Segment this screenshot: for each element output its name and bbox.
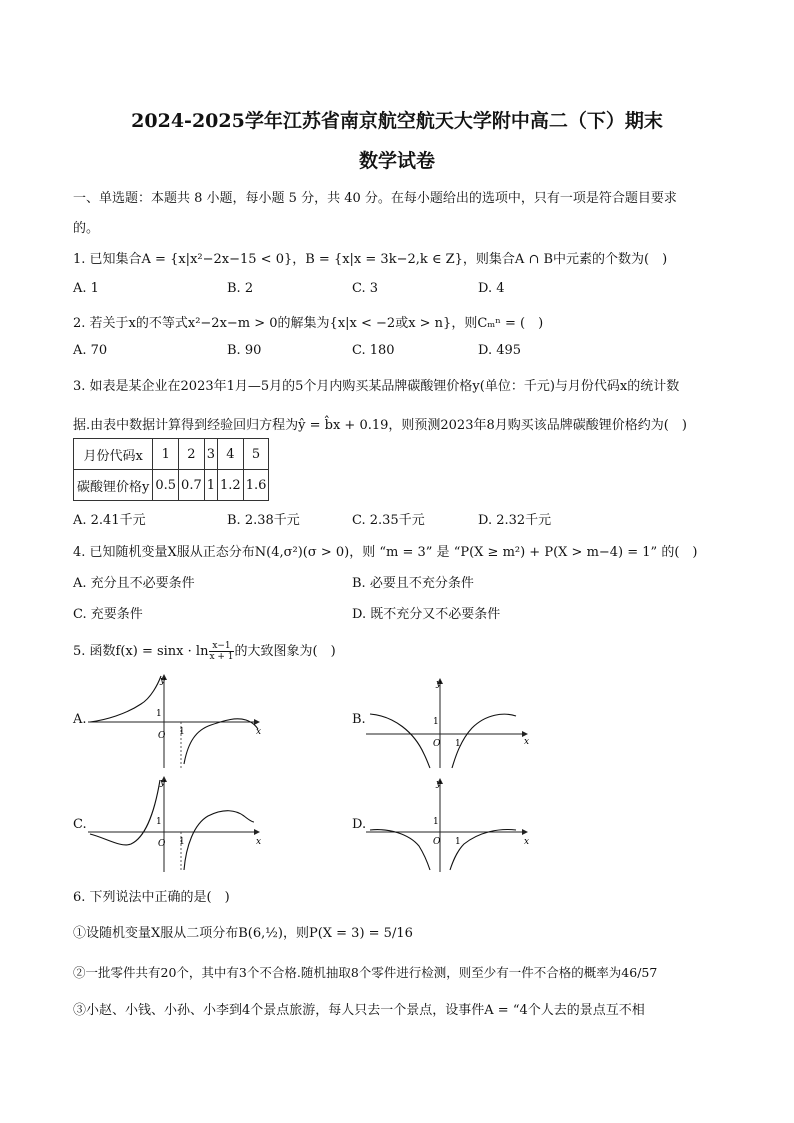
table-header-cell: 月份代码x [74,439,153,470]
table-cell: 1.6 [243,470,269,501]
q5-fraction [209,641,233,662]
axis-x-label: x [524,837,530,847]
axis-one-label: 1 [156,817,162,827]
q4-option-d: D. 既不充分又不必要条件 [352,607,501,622]
q3-option-d: D. 2.32千元 [478,513,552,528]
axis-y-label: y [436,679,442,689]
table-row [74,470,269,501]
q1-option-b: B. 2 [227,281,254,296]
q3-data-table [73,438,269,501]
table-cell: 0.7 [179,470,205,501]
axis-origin-label: O [158,839,166,849]
axis-y-label: y [160,778,166,788]
q2-option-c: C. 180 [352,343,395,358]
table-cell: 5 [243,439,269,470]
q6-statement-3: ③小赵、小钱、小孙、小李到4个景点旅游，每人只去一个景点，设事件A = “4个人去的景点互不相 [73,1003,645,1018]
q2-option-b: B. 90 [227,343,262,358]
q1-option-d: D. 4 [478,281,505,296]
table-cell: 1 [204,470,217,501]
q5-option-d-label: D. [352,817,367,832]
question-3-stem-line2: 据.由表中数据计算得到经验回归方程为ŷ = b̂x + 0.19，则预测2023年8月购买该品牌碳酸锂价格约为( ) [73,418,687,433]
q5-frac-num: x−1 [209,641,233,652]
q2-option-d: D. 495 [478,343,522,358]
section-heading-line2: 的。 [73,221,100,236]
q4-option-b: B. 必要且不充分条件 [352,576,474,591]
table-cell: 0.5 [153,470,179,501]
q3-option-b: B. 2.38千元 [227,513,300,528]
q1-option-c: C. 3 [352,281,379,296]
axis-x-label: x [256,727,262,737]
q5-stem-suffix: 的大致图象为( ) [234,644,336,659]
q5-frac-den: x + 1 [209,652,234,662]
q5-option-a-label: A. [73,712,87,727]
table-row [74,439,269,470]
table-cell: 1 [153,439,179,470]
table-cell: 3 [204,439,217,470]
exam-title-line2: 数学试卷 [358,150,435,172]
q5-graph-b [364,672,544,770]
q3-option-a: A. 2.41千元 [73,513,146,528]
q4-option-a: A. 充分且不必要条件 [73,576,195,591]
axis-one-label: 1 [455,739,461,749]
axis-x-label: x [256,837,262,847]
axis-one-label: 1 [433,817,439,827]
q5-graph-d [364,776,544,874]
q5-option-b-label: B. [352,712,366,727]
q2-option-a: A. 70 [73,343,108,358]
question-1-stem: 1. 已知集合A = {x|x²−2x−15 < 0}，B = {x|x = 3k−2,k ∈ Z}，则集合A ∩ B中元素的个数为( ) [73,252,668,267]
question-5-stem [73,640,336,662]
table-cell: 2 [179,439,205,470]
q5-option-c-label: C. [73,817,87,832]
axis-one-label: 1 [455,837,461,847]
question-6-stem: 6. 下列说法中正确的是( ) [73,890,230,905]
table-cell: 1.2 [218,470,244,501]
q5-graph-c [86,776,266,874]
table-cell: 4 [218,439,244,470]
axis-one-label: 1 [179,727,185,737]
q5-graph-a [86,672,266,770]
axis-y-label: y [436,779,442,789]
table-header-cell: 碳酸锂价格y [74,470,153,501]
q6-statement-1: ①设随机变量X服从二项分布B(6,½)，则P(X = 3) = 5/16 [73,926,413,941]
question-3-stem-line1: 3. 如表是某企业在2023年1月—5月的5个月内购买某品牌碳酸锂价格y(单位：千元)与月份代码x的统计数 [73,379,680,394]
axis-one-label: 1 [156,709,162,719]
exam-title-line1: 2024-2025学年江苏省南京航空航天大学附中高二（下）期末 [131,110,663,132]
q4-option-c: C. 充要条件 [73,607,143,622]
q6-statement-2: ②一批零件共有20个，其中有3个不合格.随机抽取8个零件进行检测，则至少有一件不合格的概率为46/57 [73,965,658,980]
question-2-stem: 2. 若关于x的不等式x²−2x−m > 0的解集为{x|x < −2或x > n}，则Cₘⁿ = ( ) [73,316,544,331]
axis-origin-label: O [433,739,441,749]
q1-option-a: A. 1 [73,281,99,296]
axis-one-label: 1 [433,717,439,727]
question-4-stem: 4. 已知随机变量X服从正态分布N(4,σ²)(σ > 0)，则 “m = 3” 是 “P(X ≥ m²) + P(X > m−4) = 1” 的( ) [73,545,698,560]
axis-origin-label: O [433,837,441,847]
section-heading-line1: 一、单选题：本题共 8 小题，每小题 5 分，共 40 分。在每小题给出的选项中，只有一项是符合题目要求 [73,191,677,206]
axis-one-label: 1 [179,837,185,847]
q5-stem-prefix: 5. 函数f(x) = sinx · ln [73,644,209,659]
axis-y-label: y [160,676,166,686]
axis-origin-label: O [158,731,166,741]
axis-x-label: x [524,737,530,747]
q3-option-c: C. 2.35千元 [352,513,425,528]
